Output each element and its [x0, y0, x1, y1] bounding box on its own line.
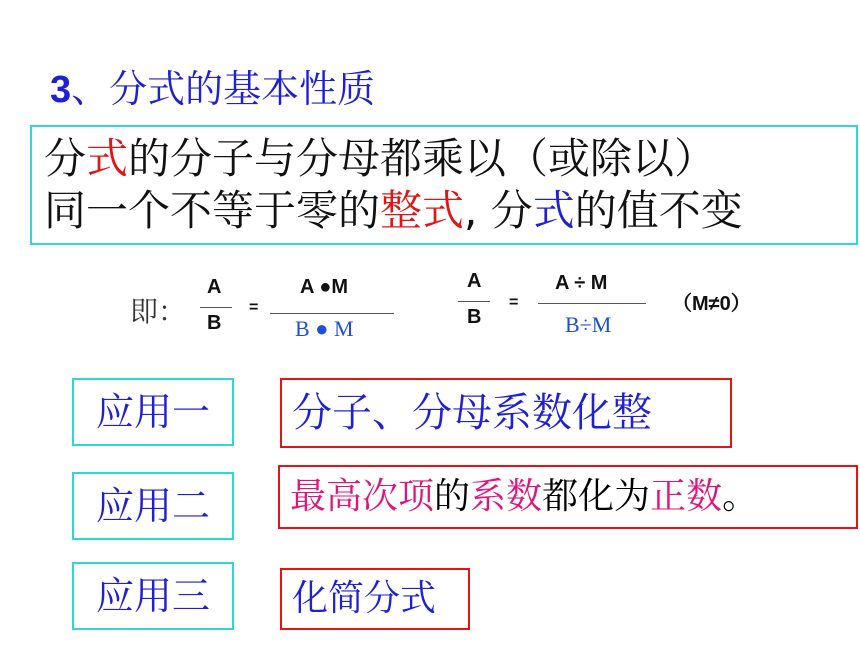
div-denominator: B÷M — [565, 312, 612, 337]
rule-seg: 分 — [44, 134, 87, 183]
condition-text: （M≠0） — [672, 293, 751, 315]
result-seg: 分子、分母系数化整 — [292, 390, 652, 436]
result-seg: 系数 — [470, 476, 543, 517]
rule-seg: , 分 — [464, 186, 533, 235]
application-3-result — [280, 568, 470, 630]
frac2-numerator: A — [467, 270, 482, 292]
div-numerator: A ÷ M — [555, 272, 608, 294]
rule-line-2 — [44, 186, 743, 235]
result-seg: 的 — [434, 476, 471, 517]
rule-seg: 同一个不等于零的 — [44, 186, 381, 235]
frac2-bar — [458, 301, 490, 302]
application-2-label: 应用二 — [72, 472, 234, 540]
rule-seg: 的值不变 — [574, 186, 743, 235]
frac1-denominator: B — [207, 312, 222, 334]
page-title — [50, 58, 375, 113]
result-seg: 最高次项 — [290, 476, 435, 517]
result-seg: 都化为 — [542, 476, 651, 517]
frac1-bar — [200, 307, 232, 308]
rule-seg: 式 — [532, 186, 575, 235]
equals-sign-2: = — [509, 294, 519, 311]
title-number: 3 — [50, 69, 72, 111]
result-seg: 。 — [722, 476, 759, 517]
application-2-result — [278, 465, 858, 529]
application-1-label: 应用一 — [72, 378, 234, 446]
mul-denominator: B ● M — [295, 316, 354, 341]
rule-seg: 整式 — [380, 186, 465, 235]
div-bar — [538, 303, 646, 304]
formula-prefix: 即： — [130, 295, 187, 328]
rule-line-1 — [44, 134, 717, 183]
rule-seg: 式 — [86, 134, 129, 183]
result-seg: 化简分式 — [292, 578, 437, 619]
application-3-label: 应用三 — [72, 562, 234, 630]
frac1-numerator: A — [207, 276, 222, 298]
title-text: 、分式的基本性质 — [71, 67, 376, 111]
rule-seg: 的分子与分母都乘以（或除以） — [128, 134, 717, 183]
result-seg: 正数 — [650, 476, 723, 517]
mul-numerator: A ●M — [300, 276, 348, 298]
application-1-result — [280, 378, 732, 448]
frac2-denominator: B — [467, 306, 482, 328]
equals-sign-1: = — [249, 299, 259, 316]
mul-bar — [270, 313, 394, 314]
